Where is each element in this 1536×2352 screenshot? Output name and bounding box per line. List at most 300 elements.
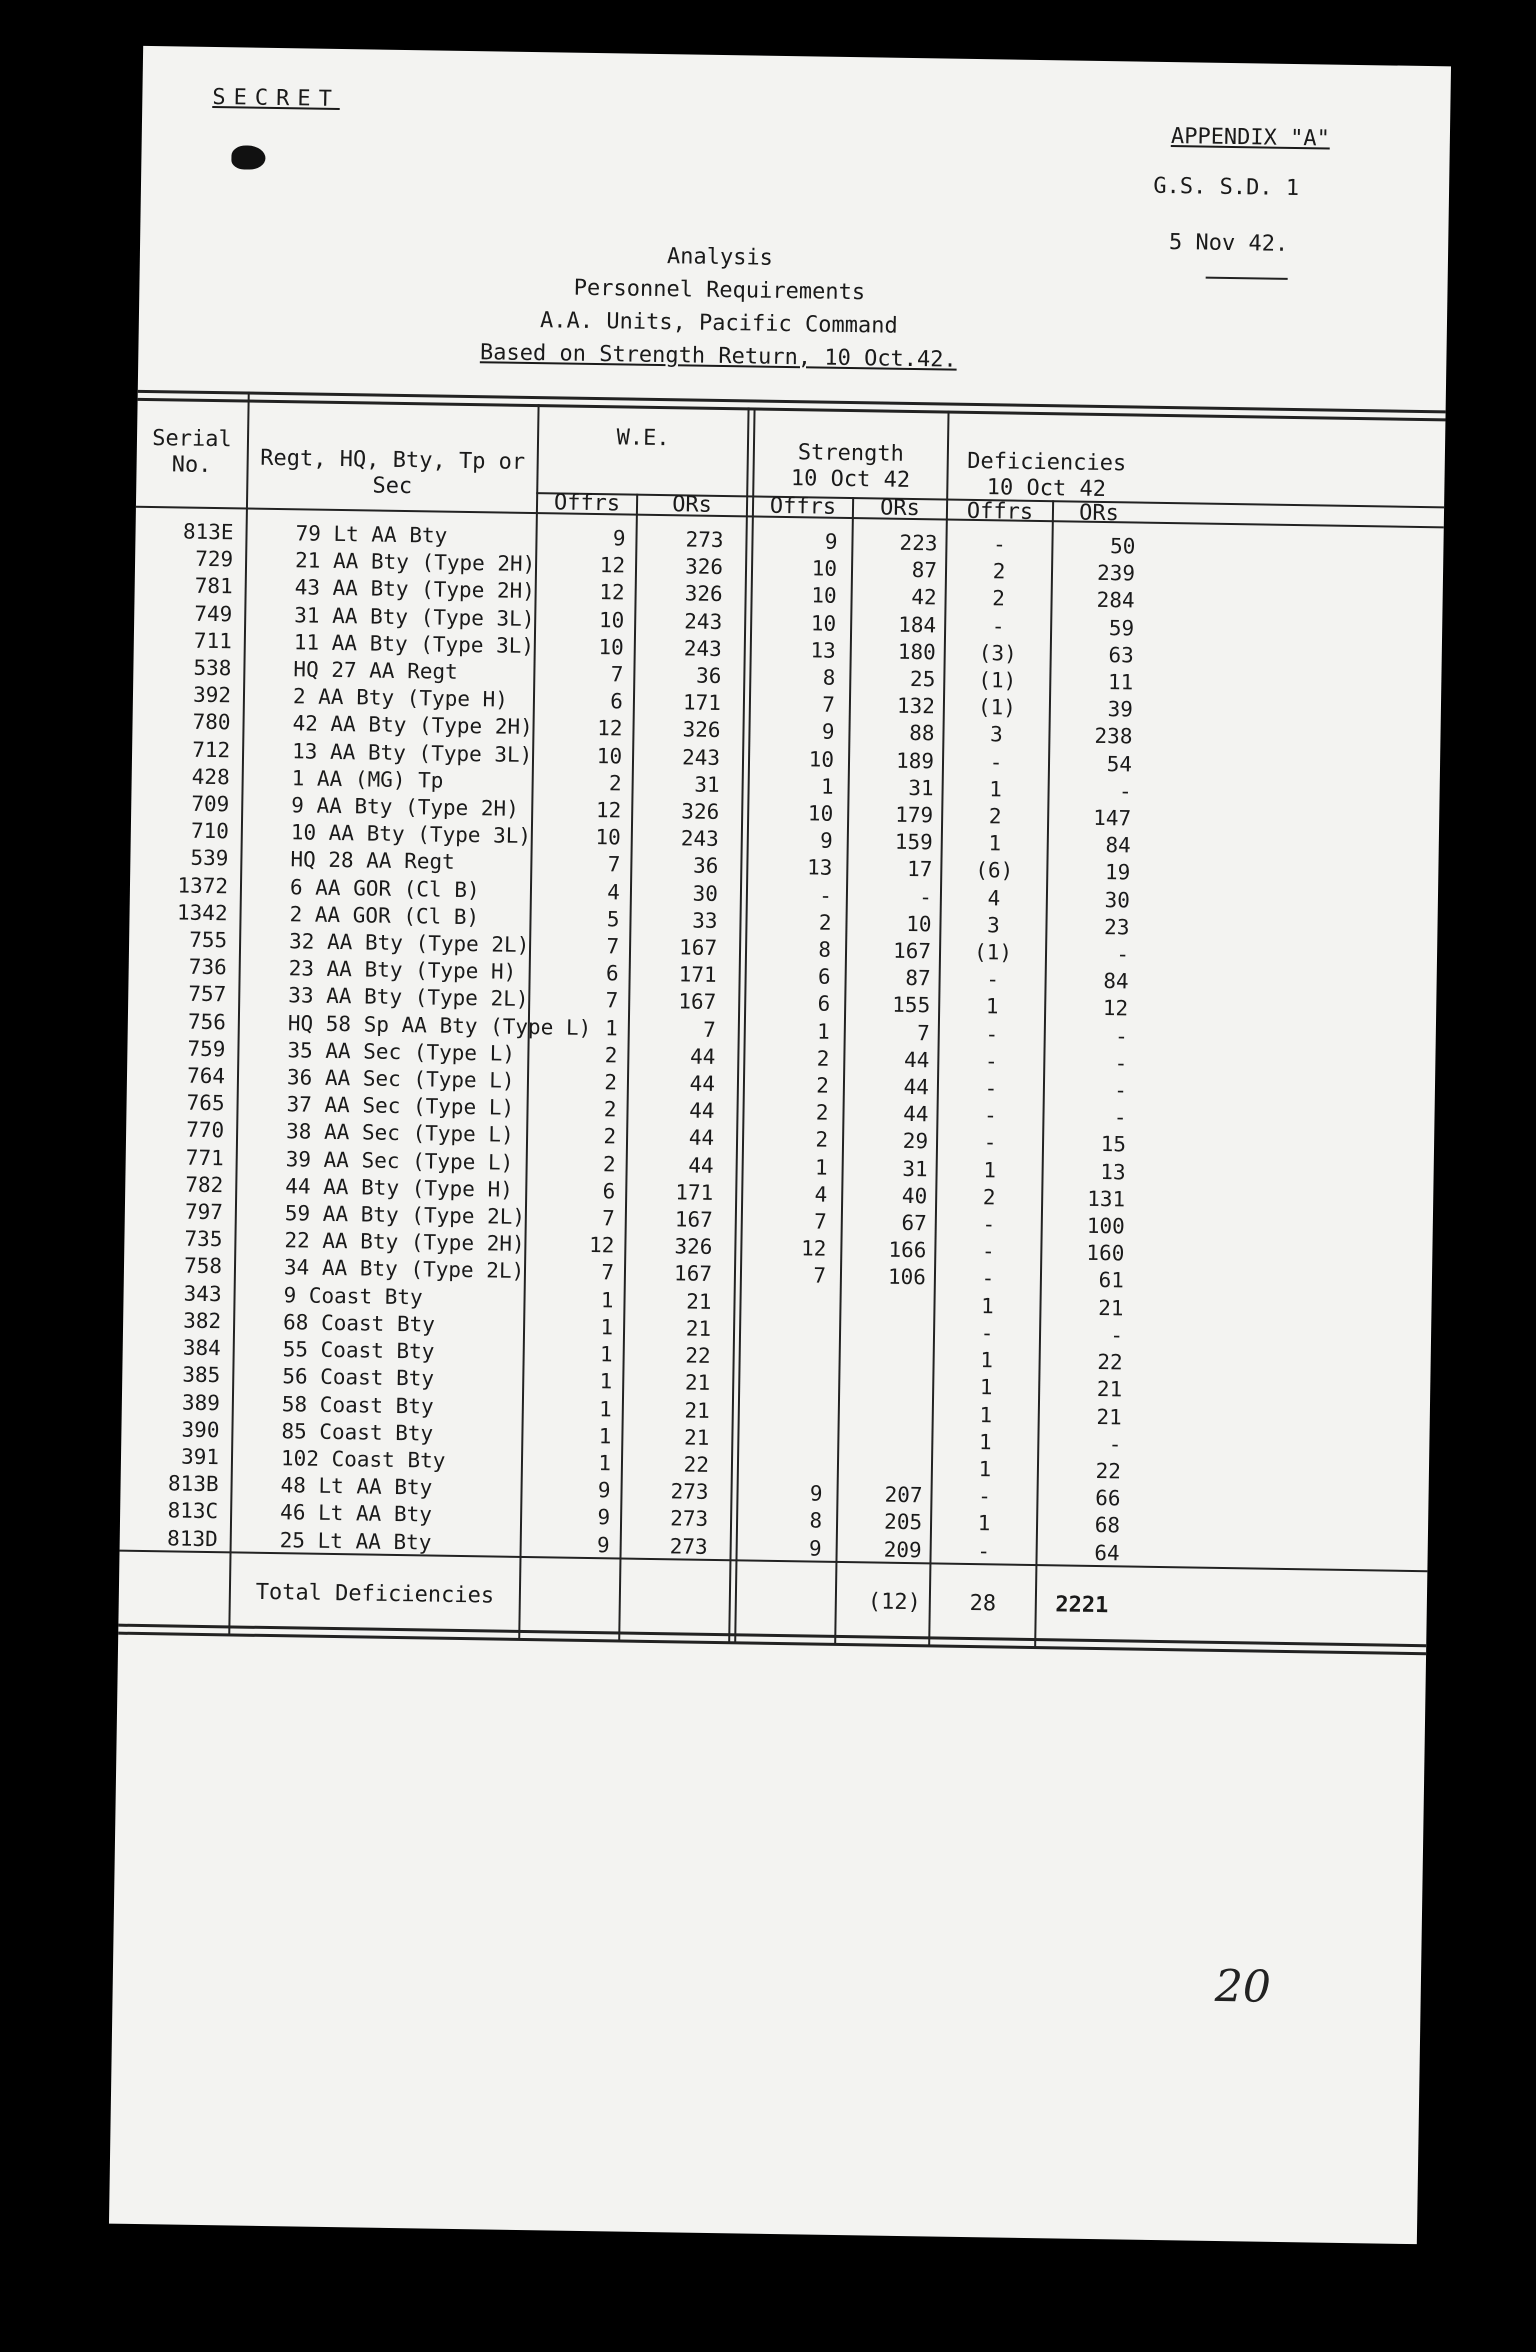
cell-unit: 6 AA GOR (Cl B) bbox=[289, 874, 480, 902]
cell-str-offrs: - bbox=[819, 883, 833, 908]
cell-def-ors: - bbox=[1114, 1023, 1128, 1049]
cell-we-ors: 30 bbox=[692, 881, 719, 906]
cell-unit: 38 AA Sec (Type L) bbox=[285, 1119, 514, 1148]
cell-def-ors: 84 bbox=[1103, 969, 1129, 994]
cell-str-offrs bbox=[739, 1452, 823, 1481]
cell-def-offrs: 1 bbox=[989, 777, 1003, 802]
cell-we-ors: 243 bbox=[680, 826, 719, 852]
cell-we-ors: 326 bbox=[681, 799, 720, 825]
cell-str-ors: 132 bbox=[896, 694, 936, 719]
cell-we-offrs: 2 bbox=[608, 771, 622, 796]
cell-def-offrs: 1 bbox=[978, 1457, 992, 1482]
cell-str-offrs: 10 bbox=[811, 583, 837, 609]
cell-we-ors: 326 bbox=[684, 554, 724, 580]
cell-str-ors bbox=[841, 1318, 925, 1347]
cell-we-ors: 243 bbox=[684, 609, 723, 634]
cell-def-ors: - bbox=[1114, 1051, 1128, 1076]
cell-we-ors: 326 bbox=[682, 717, 721, 743]
column-we-offrs bbox=[521, 524, 625, 1559]
cell-serial: 539 bbox=[190, 846, 229, 871]
cell-def-offrs: 3 bbox=[989, 722, 1003, 747]
cell-str-ors: 17 bbox=[906, 857, 933, 882]
cell-we-ors: 21 bbox=[683, 1425, 710, 1450]
cell-we-ors: 273 bbox=[685, 527, 724, 553]
cell-str-ors: 205 bbox=[883, 1509, 923, 1535]
cell-def-ors: 147 bbox=[1093, 805, 1132, 831]
column-we-ors bbox=[621, 526, 723, 1561]
classification-mark: SECRET bbox=[212, 84, 341, 112]
cell-we-ors: 167 bbox=[678, 935, 718, 961]
cell-serial: 710 bbox=[190, 818, 230, 844]
cell-str-ors: - bbox=[919, 884, 933, 909]
cell-def-ors: - bbox=[1110, 1323, 1124, 1348]
cell-str-offrs: 1 bbox=[816, 1019, 830, 1044]
cell-serial: 391 bbox=[180, 1444, 220, 1470]
cell-str-ors: 10 bbox=[906, 911, 932, 937]
cell-def-offrs: 3 bbox=[986, 913, 1000, 938]
cell-def-offrs: - bbox=[977, 1484, 992, 1509]
cell-def-ors: 84 bbox=[1105, 833, 1131, 858]
cell-serial: 764 bbox=[186, 1063, 226, 1089]
cell-unit: 102 Coast Bty bbox=[280, 1446, 446, 1473]
cell-unit: 34 AA Bty (Type 2L) bbox=[283, 1255, 525, 1284]
cell-serial: 1342 bbox=[176, 900, 228, 926]
cell-we-offrs: 2 bbox=[604, 1043, 618, 1068]
cell-we-offrs: 1 bbox=[598, 1396, 613, 1421]
cell-unit: 55 Coast Bty bbox=[282, 1337, 435, 1364]
cell-str-ors: 42 bbox=[911, 585, 937, 610]
cell-we-offrs: 1 bbox=[600, 1315, 614, 1340]
cell-def-offrs: - bbox=[984, 1049, 998, 1074]
cell-def-offrs: - bbox=[977, 1538, 991, 1563]
cell-str-offrs: 2 bbox=[816, 1046, 830, 1071]
cell-def-ors: 39 bbox=[1107, 697, 1134, 722]
cell-serial: 797 bbox=[184, 1199, 224, 1225]
document-title bbox=[438, 237, 1000, 378]
cell-we-ors: 273 bbox=[670, 1479, 709, 1505]
cell-we-ors: 21 bbox=[684, 1370, 711, 1396]
header-str-ors: ORs bbox=[879, 495, 921, 522]
cell-unit: 33 AA Bty (Type 2L) bbox=[288, 983, 529, 1012]
cell-we-offrs: 9 bbox=[597, 1505, 611, 1530]
cell-serial: 749 bbox=[194, 601, 233, 626]
cell-def-offrs: - bbox=[991, 613, 1005, 639]
cell-unit: HQ 58 Sp AA Bty (Type L) bbox=[287, 1010, 592, 1040]
cell-serial: 711 bbox=[193, 628, 233, 654]
cell-we-ors: 36 bbox=[695, 663, 722, 689]
header-unit: Regt, HQ, Bty, Tp or Sec bbox=[260, 445, 526, 500]
cell-str-ors: 44 bbox=[903, 1074, 930, 1100]
cell-def-ors: 21 bbox=[1096, 1377, 1123, 1402]
cell-def-ors: 19 bbox=[1104, 860, 1131, 885]
cell-str-ors bbox=[839, 1427, 923, 1456]
cell-serial: 428 bbox=[191, 764, 230, 790]
cell-str-ors bbox=[839, 1454, 923, 1483]
ink-blot bbox=[231, 145, 265, 170]
cell-we-offrs: 7 bbox=[605, 988, 619, 1013]
cell-we-offrs: 12 bbox=[595, 798, 622, 823]
cell-def-ors: 11 bbox=[1107, 670, 1134, 695]
cell-def-ors: 30 bbox=[1104, 887, 1131, 913]
cell-str-offrs: 13 bbox=[806, 855, 833, 881]
cell-def-ors: - bbox=[1114, 1078, 1128, 1103]
cell-def-ors: 61 bbox=[1098, 1268, 1125, 1293]
cell-unit: 32 AA Bty (Type 2L) bbox=[288, 929, 530, 958]
cell-we-offrs: 10 bbox=[596, 743, 623, 769]
cell-we-offrs: 12 bbox=[597, 716, 623, 741]
cell-def-offrs: (6) bbox=[975, 858, 1014, 884]
cell-str-offrs: 9 bbox=[821, 720, 835, 745]
cell-def-offrs: - bbox=[981, 1239, 995, 1264]
header-we-ors: ORs bbox=[671, 492, 713, 518]
cell-def-offrs: 1 bbox=[980, 1348, 994, 1373]
cell-we-ors: 44 bbox=[688, 1153, 714, 1178]
column-def-offrs bbox=[931, 531, 1051, 1566]
cell-def-offrs: (1) bbox=[973, 940, 1013, 965]
cell-serial: 384 bbox=[182, 1335, 221, 1361]
title-line-3: A.A. Units, Pacific Command bbox=[539, 308, 898, 339]
cell-we-offrs: 1 bbox=[600, 1287, 614, 1313]
totals-label: Total Deficiencies bbox=[255, 1579, 495, 1609]
cell-def-offrs: 2 bbox=[988, 804, 1002, 829]
cell-str-offrs: 7 bbox=[813, 1264, 827, 1289]
cell-def-ors: - bbox=[1118, 779, 1132, 804]
cell-unit: 11 AA Bty (Type 3L) bbox=[293, 630, 535, 658]
cell-def-offrs: 1 bbox=[977, 1511, 991, 1536]
cell-str-offrs: 9 bbox=[808, 1536, 822, 1561]
cell-serial: 757 bbox=[188, 982, 227, 1007]
cell-we-offrs: 9 bbox=[596, 1532, 610, 1557]
header-we: W.E. bbox=[616, 425, 670, 452]
cell-unit: 48 Lt AA Bty bbox=[280, 1473, 433, 1500]
cell-str-ors: 7 bbox=[916, 1020, 930, 1045]
cell-str-ors bbox=[841, 1291, 925, 1320]
cell-serial: 736 bbox=[188, 954, 227, 980]
column-def-ors bbox=[1037, 532, 1135, 1567]
cell-def-ors: - bbox=[1113, 1105, 1127, 1130]
cell-unit: 58 Coast Bty bbox=[281, 1391, 434, 1419]
cell-we-offrs: 5 bbox=[606, 907, 620, 932]
header-we-offrs: Offrs bbox=[553, 490, 621, 517]
cell-str-offrs: 7 bbox=[822, 692, 836, 718]
cell-def-offrs: 1 bbox=[978, 1429, 992, 1455]
cell-we-offrs: 10 bbox=[598, 634, 624, 660]
cell-str-offrs: 1 bbox=[814, 1155, 828, 1180]
cell-we-ors: 171 bbox=[678, 962, 717, 988]
header-def-ors: ORs bbox=[1078, 500, 1120, 527]
cell-str-ors: 40 bbox=[901, 1183, 928, 1209]
cell-unit: 2 AA Bty (Type H) bbox=[292, 684, 509, 712]
cell-def-offrs: 2 bbox=[992, 559, 1006, 584]
cell-we-offrs: 12 bbox=[599, 553, 626, 578]
cell-str-offrs: 10 bbox=[808, 747, 835, 772]
cell-def-offrs: 4 bbox=[987, 885, 1001, 911]
cell-str-offrs: 12 bbox=[800, 1236, 827, 1262]
appendix-label: APPENDIX "A" bbox=[1170, 124, 1331, 152]
cell-unit: 68 Coast Bty bbox=[282, 1310, 436, 1337]
cell-unit: 79 Lt AA Bty bbox=[295, 521, 448, 548]
cell-we-offrs: 2 bbox=[603, 1124, 617, 1149]
cell-def-ors: 13 bbox=[1100, 1159, 1126, 1185]
cell-we-ors: 167 bbox=[674, 1207, 714, 1233]
cell-unit: 59 AA Bty (Type 2L) bbox=[284, 1201, 526, 1230]
cell-we-ors: 44 bbox=[689, 1098, 715, 1124]
cell-we-ors: 33 bbox=[692, 908, 718, 933]
cell-str-ors: 88 bbox=[908, 721, 935, 746]
cell-we-offrs: 7 bbox=[606, 934, 620, 959]
cell-str-offrs bbox=[741, 1316, 825, 1345]
cell-we-ors: 44 bbox=[689, 1044, 716, 1069]
cell-def-offrs: 2 bbox=[982, 1185, 996, 1210]
cell-unit: 10 AA Bty (Type 3L) bbox=[290, 820, 532, 849]
cell-serial: 1372 bbox=[177, 873, 229, 898]
cell-we-ors: 22 bbox=[683, 1452, 710, 1477]
cell-serial: 389 bbox=[181, 1390, 221, 1415]
cell-we-ors: 21 bbox=[686, 1289, 712, 1314]
cell-def-offrs: (1) bbox=[978, 668, 1017, 693]
cell-we-offrs: 12 bbox=[588, 1233, 615, 1258]
cell-we-offrs: 7 bbox=[601, 1260, 615, 1285]
cell-def-offrs: - bbox=[985, 1021, 999, 1047]
cell-str-ors: 167 bbox=[892, 938, 932, 964]
cell-str-offrs: 10 bbox=[811, 556, 838, 582]
cell-we-offrs: 6 bbox=[605, 961, 619, 986]
cell-we-ors: 21 bbox=[684, 1398, 711, 1423]
cell-def-offrs: 1 bbox=[983, 1157, 997, 1183]
cell-we-ors: 21 bbox=[685, 1316, 712, 1341]
cell-str-offrs bbox=[740, 1398, 824, 1427]
cell-def-ors: 12 bbox=[1102, 996, 1129, 1021]
cell-str-ors: 87 bbox=[911, 558, 938, 583]
cell-unit: 43 AA Bty (Type 2H) bbox=[294, 575, 536, 604]
cell-def-offrs: 1 bbox=[985, 994, 999, 1019]
cell-str-offrs: 9 bbox=[809, 1481, 823, 1506]
cell-def-ors: 23 bbox=[1103, 914, 1130, 940]
header-serial: Serial No. bbox=[152, 426, 232, 478]
cell-str-ors: 29 bbox=[902, 1129, 929, 1154]
cell-serial: 709 bbox=[191, 791, 230, 817]
cell-str-ors: 87 bbox=[905, 966, 931, 991]
cell-unit: 1 AA (MG) Tp bbox=[291, 766, 444, 793]
cell-serial: 390 bbox=[181, 1417, 220, 1442]
cell-we-offrs: 4 bbox=[607, 879, 621, 905]
cell-def-ors: 50 bbox=[1109, 534, 1136, 559]
title-line-1: Analysis bbox=[666, 244, 774, 271]
cell-we-offrs: 7 bbox=[610, 662, 624, 687]
cell-def-offrs: - bbox=[984, 1076, 998, 1101]
cell-unit: 35 AA Sec (Type L) bbox=[287, 1038, 516, 1066]
cell-str-offrs: 8 bbox=[822, 665, 836, 690]
cell-we-ors: 326 bbox=[674, 1234, 713, 1260]
cell-str-ors bbox=[840, 1345, 924, 1374]
cell-str-offrs bbox=[741, 1289, 825, 1318]
cell-serial: 538 bbox=[193, 655, 232, 681]
cell-unit: 23 AA Bty (Type H) bbox=[288, 956, 517, 985]
cell-def-ors: 131 bbox=[1087, 1186, 1126, 1212]
cell-we-offrs: 1 bbox=[598, 1451, 612, 1476]
cell-we-offrs: 1 bbox=[599, 1342, 613, 1367]
column-str-ors bbox=[837, 529, 937, 1564]
cell-def-ors: 68 bbox=[1094, 1513, 1121, 1538]
cell-str-offrs: 1 bbox=[820, 774, 834, 799]
cell-unit: 22 AA Bty (Type 2H) bbox=[284, 1228, 525, 1257]
cell-str-ors: 180 bbox=[897, 639, 936, 665]
cell-unit: 31 AA Bty (Type 3L) bbox=[294, 602, 535, 631]
header-def-offrs: Offrs bbox=[966, 498, 1034, 525]
cell-unit: 9 AA Bty (Type 2H) bbox=[291, 793, 520, 821]
totals-def-ors: 2221 bbox=[1055, 1592, 1109, 1619]
cell-str-ors: 44 bbox=[903, 1102, 929, 1127]
cell-we-offrs: 1 bbox=[604, 1015, 619, 1041]
cell-def-offrs: - bbox=[992, 532, 1006, 557]
cell-str-offrs: 6 bbox=[817, 992, 831, 1017]
column-serial bbox=[120, 518, 234, 1553]
cell-def-ors: 64 bbox=[1094, 1540, 1120, 1565]
cell-unit: 25 Lt AA Bty bbox=[279, 1527, 432, 1555]
cell-def-offrs: 1 bbox=[980, 1293, 995, 1319]
cell-str-ors: 209 bbox=[883, 1537, 922, 1562]
cell-def-ors: 22 bbox=[1095, 1458, 1122, 1484]
cell-serial: 343 bbox=[183, 1281, 222, 1306]
totals-def-offrs: 28 bbox=[969, 1591, 997, 1617]
cell-def-offrs: 2 bbox=[992, 586, 1006, 611]
cell-def-offrs: 1 bbox=[979, 1402, 993, 1427]
title-line-4: Based on Strength Return, 10 Oct.42. bbox=[479, 340, 957, 373]
cell-def-ors: 63 bbox=[1108, 642, 1134, 668]
cell-str-ors: 223 bbox=[899, 530, 938, 556]
cell-unit: 44 AA Bty (Type H) bbox=[285, 1174, 514, 1202]
cell-unit: 37 AA Sec (Type L) bbox=[286, 1092, 515, 1121]
cell-we-offrs: 6 bbox=[610, 689, 624, 714]
cell-str-offrs bbox=[739, 1425, 823, 1454]
cell-unit: 2 AA GOR (Cl B) bbox=[289, 902, 480, 930]
cell-we-offrs: 10 bbox=[598, 607, 625, 633]
cell-we-offrs: 1 bbox=[599, 1369, 613, 1394]
cell-we-ors: 243 bbox=[681, 745, 721, 770]
cell-def-ors: 22 bbox=[1097, 1350, 1123, 1375]
cell-serial: 771 bbox=[185, 1145, 224, 1170]
cell-def-offrs: - bbox=[980, 1321, 994, 1346]
cell-we-offrs: 12 bbox=[599, 580, 625, 605]
cell-str-offrs: 2 bbox=[815, 1100, 829, 1126]
cell-we-offrs: 2 bbox=[604, 1070, 618, 1095]
cell-str-ors: 31 bbox=[902, 1156, 928, 1181]
cell-str-offrs: 6 bbox=[817, 964, 831, 990]
cell-def-ors: 239 bbox=[1096, 561, 1136, 586]
cell-serial: 781 bbox=[194, 574, 233, 599]
cell-serial: 712 bbox=[192, 737, 231, 762]
cell-unit: 39 AA Sec (Type L) bbox=[285, 1146, 514, 1175]
header-deficiencies: Deficiencies 10 Oct 42 bbox=[967, 448, 1127, 503]
cell-serial: 765 bbox=[186, 1090, 225, 1116]
cell-def-offrs: (1) bbox=[977, 695, 1017, 720]
cell-def-offrs: - bbox=[983, 1103, 998, 1128]
cell-we-offrs: 10 bbox=[595, 825, 621, 850]
cell-str-ors: 106 bbox=[887, 1265, 927, 1290]
cell-str-ors: 184 bbox=[898, 612, 937, 637]
cell-unit: 85 Coast Bty bbox=[281, 1418, 434, 1446]
cell-we-ors: 171 bbox=[675, 1180, 714, 1205]
header-strength: Strength 10 Oct 42 bbox=[790, 440, 911, 493]
cell-str-offrs: 8 bbox=[818, 937, 832, 962]
cell-str-ors: 189 bbox=[895, 748, 935, 773]
cell-unit: 13 AA Bty (Type 3L) bbox=[291, 738, 533, 767]
cell-str-ors: 25 bbox=[909, 667, 936, 692]
cell-def-ors: 21 bbox=[1097, 1295, 1124, 1321]
cell-serial: 813D bbox=[166, 1525, 218, 1551]
cell-unit: HQ 27 AA Regt bbox=[293, 657, 458, 684]
cell-unit: 46 Lt AA Bty bbox=[279, 1500, 433, 1527]
totals-str-ors: (12) bbox=[867, 1589, 922, 1616]
cell-str-offrs bbox=[740, 1371, 824, 1400]
cell-str-offrs: 10 bbox=[810, 611, 837, 636]
cell-str-ors bbox=[840, 1372, 924, 1401]
cell-serial: 782 bbox=[185, 1172, 224, 1198]
cell-def-ors: 160 bbox=[1086, 1241, 1125, 1266]
cell-serial: 385 bbox=[182, 1362, 221, 1388]
cell-def-offrs: 1 bbox=[988, 831, 1002, 856]
cell-def-ors: - bbox=[1108, 1431, 1122, 1457]
cell-def-ors: 59 bbox=[1108, 615, 1135, 641]
cell-serial: 729 bbox=[195, 546, 234, 572]
date-underline bbox=[1206, 277, 1288, 280]
cell-serial: 770 bbox=[186, 1118, 225, 1143]
cell-we-ors: 167 bbox=[678, 989, 717, 1015]
cell-def-offrs: (3) bbox=[978, 640, 1017, 666]
cell-we-ors: 171 bbox=[682, 690, 722, 716]
cell-unit: 56 Coast Bty bbox=[282, 1364, 435, 1391]
cell-str-ors: 159 bbox=[894, 830, 933, 855]
cell-str-offrs: 7 bbox=[813, 1209, 827, 1234]
cell-serial: 813B bbox=[167, 1471, 219, 1497]
cell-def-offrs: - bbox=[986, 967, 1000, 992]
cell-serial: 813E bbox=[182, 519, 234, 545]
cell-we-ors: 243 bbox=[683, 636, 722, 661]
cell-str-ors: 179 bbox=[895, 802, 934, 828]
cell-str-offrs bbox=[740, 1344, 824, 1373]
title-line-2: Personnel Requirements bbox=[573, 275, 866, 306]
cell-we-ors: 273 bbox=[669, 1506, 709, 1532]
cell-def-offrs: - bbox=[989, 749, 1003, 775]
cell-str-offrs: 8 bbox=[809, 1508, 823, 1534]
cell-serial: 759 bbox=[187, 1036, 226, 1062]
handwritten-page-number: 20 bbox=[1214, 1960, 1272, 2013]
cell-we-offrs: 9 bbox=[612, 526, 626, 551]
cell-def-offrs: - bbox=[983, 1130, 997, 1155]
cell-serial: 392 bbox=[192, 682, 232, 708]
cell-we-ors: 167 bbox=[673, 1261, 713, 1287]
cell-we-offrs: 6 bbox=[602, 1179, 616, 1204]
cell-unit: 21 AA Bty (Type 2H) bbox=[294, 548, 536, 577]
cell-serial: 813C bbox=[167, 1498, 219, 1524]
cell-unit: 36 AA Sec (Type L) bbox=[286, 1065, 515, 1093]
cell-serial: 382 bbox=[183, 1308, 222, 1334]
cell-def-ors: 66 bbox=[1095, 1486, 1121, 1511]
header-str-offrs: Offrs bbox=[769, 493, 837, 520]
cell-serial: 756 bbox=[187, 1009, 227, 1034]
cell-def-ors: - bbox=[1116, 942, 1130, 967]
cell-str-ors: 44 bbox=[903, 1047, 930, 1073]
cell-def-ors: 100 bbox=[1086, 1213, 1125, 1239]
cell-we-ors: 44 bbox=[688, 1126, 715, 1151]
cell-def-ors: 54 bbox=[1106, 751, 1133, 777]
cell-we-ors: 7 bbox=[702, 1017, 716, 1042]
cell-str-ors bbox=[840, 1399, 924, 1428]
cell-we-ors: 273 bbox=[669, 1533, 708, 1559]
cell-def-ors: 15 bbox=[1100, 1132, 1127, 1157]
cell-serial: 758 bbox=[183, 1254, 223, 1279]
column-str-offrs bbox=[737, 528, 837, 1563]
